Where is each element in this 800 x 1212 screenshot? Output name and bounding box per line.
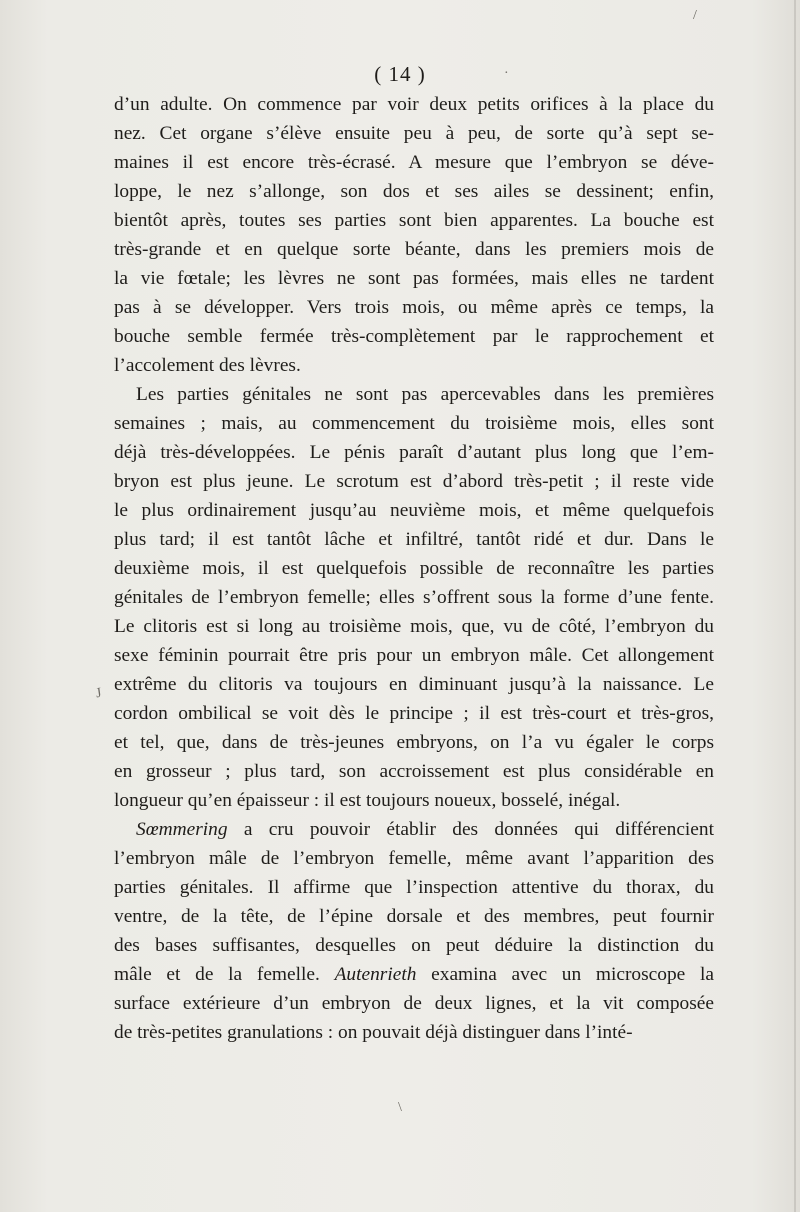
text-line: des bases suffisantes, desquelles on peut déduire la distinction du xyxy=(114,935,714,956)
text-line: déjà très-développées. Le pénis paraît d’autant plus long que l’em- xyxy=(114,442,714,463)
text-line: sexe féminin pourrait être pris pour un embryon mâle. Cet allongement xyxy=(114,645,714,666)
text-line: génitales de l’embryon femelle; elles s’offrent sous la forme d’une fente. xyxy=(114,587,714,608)
paragraph xyxy=(114,90,714,380)
text-line: parties génitales. Il affirme que l’inspection attentive du thorax, du xyxy=(114,877,714,898)
page-edge-shadow xyxy=(794,0,796,1212)
stray-mark-left: J xyxy=(94,685,103,702)
text-line: bouche semble fermée très-complètement par le rapprochement et xyxy=(114,326,714,347)
stray-mark-dot: · xyxy=(504,66,509,81)
text-line: bryon est plus jeune. Le scrotum est d’abord très-petit ; il reste vide xyxy=(114,471,714,492)
text-line: le plus ordinairement jusqu’au neuvième mois, et même quelquefois xyxy=(114,500,714,521)
text-line: deuxième mois, il est quelquefois possible de reconnaître les parties xyxy=(114,558,714,579)
text-line: Sœmmering a cru pouvoir établir des données qui différencient xyxy=(136,819,714,840)
stray-mark-top: / xyxy=(693,8,697,23)
text-line: surface extérieure d’un embryon de deux lignes, et la vit composée xyxy=(114,993,714,1014)
text-line: nez. Cet organe s’élève ensuite peu à peu, de sorte qu’à sept se- xyxy=(114,123,714,144)
paragraph xyxy=(114,815,714,1047)
text-line: mâle et de la femelle. Autenrieth examina avec un microscope la xyxy=(114,964,714,985)
text-line: l’accolement des lèvres. xyxy=(114,355,301,376)
text-line: Le clitoris est si long au troisième mois, que, vu de côté, l’embryon du xyxy=(114,616,714,637)
paragraph xyxy=(114,380,714,815)
text-line: longueur qu’en épaisseur : il est toujours noueux, bosselé, inégal. xyxy=(114,790,621,811)
text-line: l’embryon mâle de l’embryon femelle, même avant l’apparition des xyxy=(114,848,714,869)
text-line: bientôt après, toutes ses parties sont bien apparentes. La bouche est xyxy=(114,210,714,231)
page-number: ( 14 ) xyxy=(374,62,426,86)
text-line: de très-petites granulations : on pouvait déjà distinguer dans l’inté- xyxy=(114,1022,633,1043)
text-line: semaines ; mais, au commencement du troisième mois, elles sont xyxy=(114,413,714,434)
text-line: en grosseur ; plus tard, son accroissement est plus considérable en xyxy=(114,761,714,782)
stray-mark-bottom: \ xyxy=(398,1100,402,1115)
text-line: et tel, que, dans de très-jeunes embryons, on l’a vu égaler le corps xyxy=(114,732,714,753)
text-line: maines il est encore très-écrasé. A mesure que l’embryon se déve- xyxy=(114,152,714,173)
text-line: très-grande et en quelque sorte béante, dans les premiers mois de xyxy=(114,239,714,260)
text-line: extrême du clitoris va toujours en diminuant jusqu’à la naissance. Le xyxy=(114,674,714,695)
text-line: la vie fœtale; les lèvres ne sont pas formées, mais elles ne tardent xyxy=(114,268,714,289)
text-line: cordon ombilical se voit dès le principe ; il est très-court et très-gros, xyxy=(114,703,714,724)
body-text xyxy=(114,90,714,1047)
text-line: plus tard; il est tantôt lâche et infiltré, tantôt ridé et dur. Dans le xyxy=(114,529,714,550)
text-line: pas à se développer. Vers trois mois, ou même après ce temps, la xyxy=(114,297,714,318)
text-line: ventre, de la tête, de l’épine dorsale et des membres, peut fournir xyxy=(114,906,714,927)
text-line: d’un adulte. On commence par voir deux petits orifices à la place du xyxy=(114,94,714,115)
text-line: Les parties génitales ne sont pas apercevables dans les premières xyxy=(136,384,714,405)
text-line: loppe, le nez s’allonge, son dos et ses ailes se dessinent; enfin, xyxy=(114,181,714,202)
